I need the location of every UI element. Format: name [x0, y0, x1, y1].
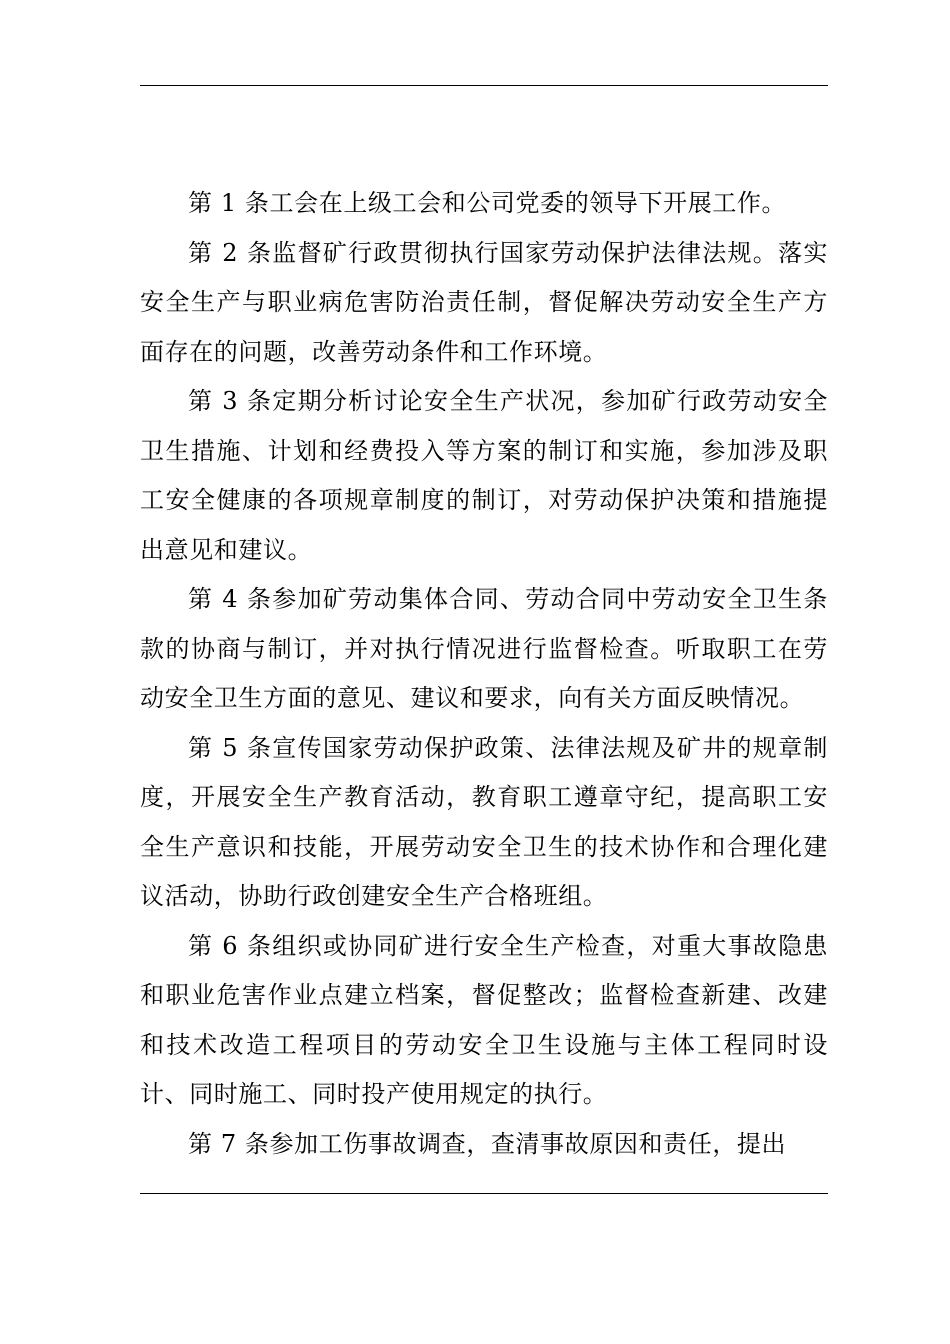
article-7-paragraph: 第 7 条参加工伤事故调查，查清事故原因和责任，提出 [188, 1129, 787, 1158]
document-body [140, 179, 828, 1169]
article-1-paragraph: 第 1 条工会在上级工会和公司党委的领导下开展工作。 [188, 189, 787, 217]
article-4-paragraph: 第 4 条参加矿劳动集体合同、劳动合同中劳动安全卫生条款的协商与制订，并对执行情况进行监督检查。听取职工在劳动安全卫生方面的意见、建议和要求，向有关方面反映情况。 [140, 585, 828, 712]
header-rule [140, 85, 828, 86]
article-2-paragraph: 第 2 条监督矿行政贯彻执行国家劳动保护法律法规。落实安全生产与职业病危害防治责任制，督促解决劳动安全生产方面存在的问题，改善劳动条件和工作环境。 [140, 238, 828, 366]
article-5-paragraph: 第 5 条宣传国家劳动保护政策、法律法规及矿井的规章制度，开展安全生产教育活动，教育职工遵章守纪，提高职工安全生产意识和技能，开展劳动安全卫生的技术协作和合理化建议活动，协助行政创建安全生产合格班组。 [140, 733, 828, 910]
article-3-paragraph: 第 3 条定期分析讨论安全生产状况，参加矿行政劳动安全卫生措施、计划和经费投入等方案的制订和实施，参加涉及职工安全健康的各项规章制度的制订，对劳动保护决策和措施提出意见和建议。 [140, 387, 828, 564]
footer-rule [140, 1193, 828, 1194]
article-6-paragraph: 第 6 条组织或协同矿进行安全生产检查，对重大事故隐患和职业危害作业点建立档案，督促整改；监督检查新建、改建和技术改造工程项目的劳动安全卫生设施与主体工程同时设计、同时施工、同时投产使用规定的执行。 [140, 931, 828, 1108]
